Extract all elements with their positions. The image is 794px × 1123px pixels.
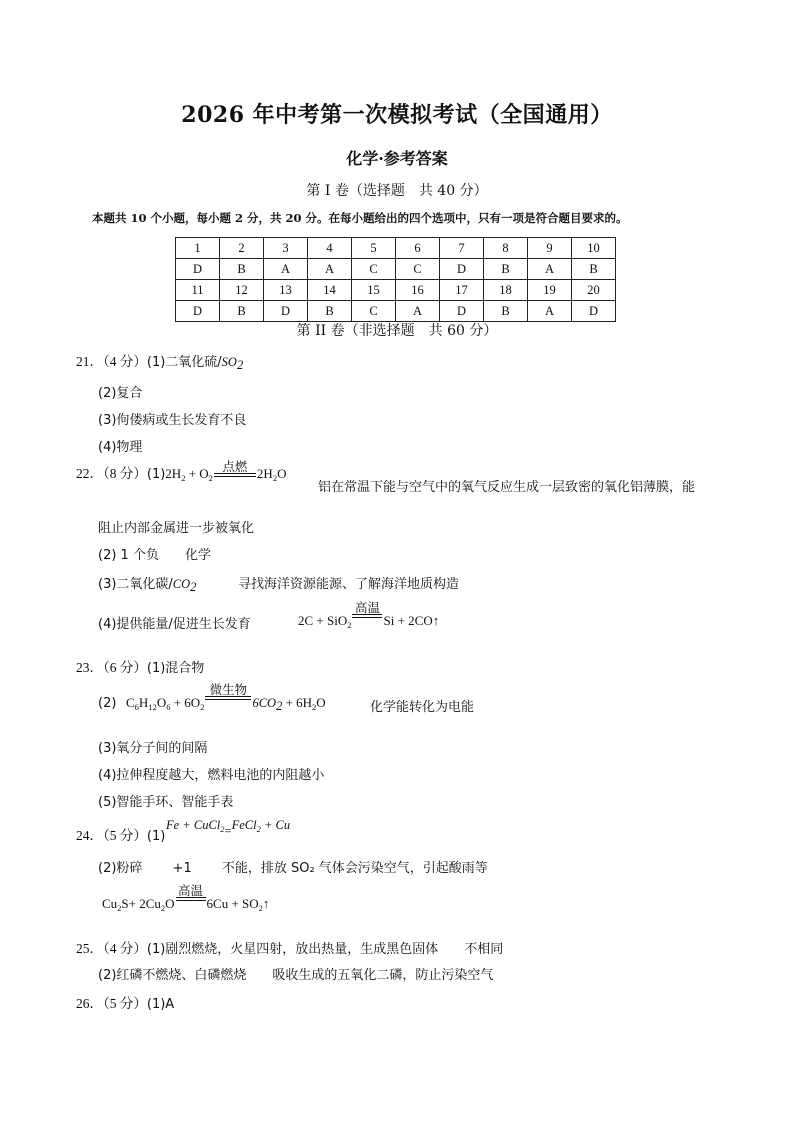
q22-a4-label: (4)提供能量/促进生长发育 xyxy=(98,617,251,632)
question-number-cell: 20 xyxy=(572,280,616,301)
q23-eq: $C_6H_{12}O_6 + 6O_2$ 微生物 $6CO_2 + 6H_2O$ xyxy=(126,681,326,713)
answer-cell: C xyxy=(352,301,396,322)
answer-cell: D xyxy=(572,301,616,322)
question-number-cell: 14 xyxy=(308,280,352,301)
question-number-cell: 12 xyxy=(220,280,264,301)
answer-table xyxy=(175,237,616,322)
q26-number: 26．（5 分） xyxy=(76,996,147,1011)
q23-number: 23．（6 分） xyxy=(76,660,147,675)
part1-instruction: 本题共 10 个小题，每小题 2 分，共 20 分。在每小题给出的四个选项中，只有一项是符合题目要求的。 xyxy=(92,211,628,225)
q22-a1-text: 铝在常温下能与空气中的氧气反应生成一层致密的氧化铝薄膜，能 xyxy=(318,480,696,495)
q24-eq1: Fe + CuCl$_2$=FeCl$_2$ + Cu xyxy=(166,818,291,838)
question-number-cell: 13 xyxy=(264,280,308,301)
answer-cell: D xyxy=(440,301,484,322)
q22-a3: (3)二氧化碳$/CO_2$ xyxy=(98,577,197,594)
part1-heading: 第 I 卷（选择题 共 40 分） xyxy=(306,183,488,199)
question-number-cell: 15 xyxy=(352,280,396,301)
question-number-cell: 19 xyxy=(528,280,572,301)
q22-a1-label: (1) xyxy=(146,467,166,482)
q23-a4: (4)拉伸程度越大，燃料电池的内阻越小 xyxy=(98,768,325,783)
question-number-cell: 3 xyxy=(264,238,308,259)
answer-cell: D xyxy=(176,301,220,322)
question-number-cell: 4 xyxy=(308,238,352,259)
question-number-cell: 2 xyxy=(220,238,264,259)
page-subtitle: 化学·参考答案 xyxy=(346,149,448,168)
q25-line1 xyxy=(76,937,503,957)
question-number-cell: 1 xyxy=(176,238,220,259)
q24-eq3: $Cu_2S+ 2Cu_2O$ 高温 $6Cu + SO_2↑$ xyxy=(102,882,270,913)
q23-a2-label: (2) xyxy=(98,696,117,711)
q24-number: 24．（5 分） xyxy=(76,828,147,843)
q26-a1: (1)A xyxy=(146,997,175,1012)
question-number-cell: 17 xyxy=(440,280,484,301)
answer-cell: A xyxy=(264,259,308,280)
q25-a2: (2)红磷不燃烧、白磷燃烧 吸收生成的五氧化二磷，防止污染空气 xyxy=(98,968,494,983)
q25-number: 25．（4 分） xyxy=(76,941,147,956)
answer-cell: C xyxy=(352,259,396,280)
q23-line1 xyxy=(76,656,204,676)
q24-a1-label: (1) xyxy=(146,829,166,844)
q22-a3-text: 寻找海洋资源能源、了解海洋地质构造 xyxy=(238,577,460,592)
answer-cell: A xyxy=(396,301,440,322)
question-number-cell: 9 xyxy=(528,238,572,259)
q22-a2: (2) 1 个负 化学 xyxy=(98,548,211,563)
answer-table-number-row xyxy=(176,280,616,301)
q22-eq4: 2C + SiO$_2$ 高温 Si + 2CO↑ xyxy=(298,599,440,630)
q23-eq-condition: 微生物 xyxy=(205,683,251,700)
answer-table-answer-row xyxy=(176,301,616,322)
question-number-cell: 7 xyxy=(440,238,484,259)
q24-a2: (2)粉碎 +1 不能，排放 SO₂ 气体会污染空气，引起酸雨等 xyxy=(98,861,488,876)
q23-a3: (3)氧分子间的间隔 xyxy=(98,741,208,756)
q26-line1 xyxy=(76,992,174,1012)
answer-cell: B xyxy=(484,301,528,322)
q22-a3-label: (3)二氧化碳/ xyxy=(98,577,173,592)
question-number-cell: 18 xyxy=(484,280,528,301)
answer-cell: A xyxy=(528,301,572,322)
answer-table-number-row xyxy=(176,238,616,259)
q23-a5: (5)智能手环、智能手表 xyxy=(98,795,234,810)
q22-eq1-condition: 点燃 xyxy=(214,460,256,477)
q21-a4: (4)物理 xyxy=(98,440,143,455)
answer-cell: A xyxy=(308,259,352,280)
q23-a2-text: 化学能转化为电能 xyxy=(370,700,475,715)
q21-a1-sub: 2 xyxy=(236,358,244,372)
answer-cell: D xyxy=(176,259,220,280)
answer-cell: D xyxy=(264,301,308,322)
part2-heading: 第 II 卷（非选择题 共 60 分） xyxy=(296,323,498,339)
q22-line1 xyxy=(76,458,287,484)
q22-a1-cont: 阻止内部金属进一步被氧化 xyxy=(98,521,255,536)
q24-line1 xyxy=(76,824,165,844)
question-number-cell: 5 xyxy=(352,238,396,259)
answer-cell: B xyxy=(308,301,352,322)
q22-a3-formula: CO xyxy=(172,577,191,591)
q22-number: 22．（8 分） xyxy=(76,466,147,481)
q24-eq3-condition: 高温 xyxy=(176,884,206,901)
question-number-cell: 11 xyxy=(176,280,220,301)
q22-eq4-condition: 高温 xyxy=(352,601,382,618)
q23-a1: (1)混合物 xyxy=(146,661,205,676)
q21-line1 xyxy=(76,350,243,373)
page-title: 2026 年中考第一次模拟考试（全国通用） xyxy=(181,102,613,128)
question-number-cell: 10 xyxy=(572,238,616,259)
q21-a1-formula: SO xyxy=(221,355,237,369)
answer-cell: B xyxy=(220,259,264,280)
answer-cell: A xyxy=(528,259,572,280)
answer-cell: D xyxy=(440,259,484,280)
q21-number: 21．（4 分） xyxy=(76,354,147,369)
answer-cell: B xyxy=(484,259,528,280)
answer-cell: B xyxy=(220,301,264,322)
q22-eq1: $2H_2 + O_2$ 点燃 $2H_2O$ xyxy=(165,458,287,483)
answer-table-answer-row xyxy=(176,259,616,280)
answer-cell: C xyxy=(396,259,440,280)
question-number-cell: 6 xyxy=(396,238,440,259)
q21-a2: (2)复合 xyxy=(98,386,143,401)
q25-a1: (1)剧烈燃烧，火星四射，放出热量，生成黑色固体 不相同 xyxy=(146,942,504,957)
q21-a1-label: (1)二氧化硫/ xyxy=(146,355,222,370)
question-number-cell: 16 xyxy=(396,280,440,301)
q21-a3: (3)佝偻病或生长发育不良 xyxy=(98,413,247,428)
question-number-cell: 8 xyxy=(484,238,528,259)
answer-cell: B xyxy=(572,259,616,280)
